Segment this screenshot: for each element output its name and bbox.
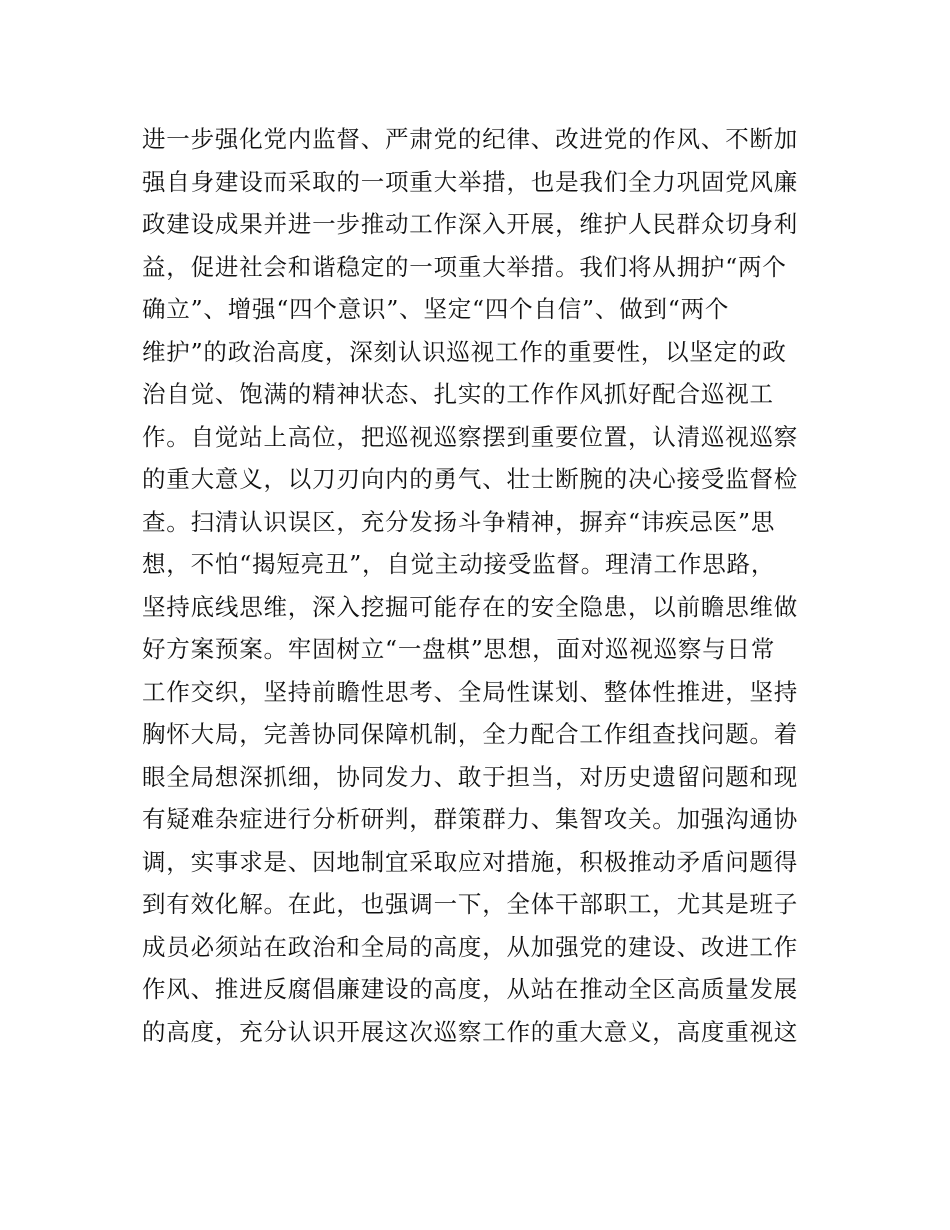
text-line: 的高度，充分认识开展这次巡察工作的重大意义，高度重视这 (142, 1017, 799, 1046)
text-line: 益，促进社会和谐稳定的一项重大举措。我们将从拥护“两个 (142, 252, 787, 281)
text-line: 政建设成果并进一步推动工作深入开展，维护人民群众切身利 (142, 210, 799, 238)
text-line: 坚持底线思维，深入挖掘可能存在的安全隐患，以前瞻思维做 (142, 592, 799, 621)
text-line: 进一步强化党内监督、严肃党的纪律、改进党的作风、不断加 (142, 125, 799, 153)
text-line: 查。扫清认识误区，充分发扬斗争精神，摒弃“讳疾忌医”思 (142, 507, 776, 536)
text-line: 的重大意义，以刀刃向内的勇气、壮士断腕的决心接受监督检 (142, 465, 799, 493)
body-paragraph (142, 118, 814, 1053)
text-line: 维护”的政治高度，深刻认识巡视工作的重要性，以坚定的政 (142, 337, 787, 366)
text-line: 工作交织，坚持前瞻性思考、全局性谋划、整体性推进，坚持 (142, 677, 799, 706)
text-line: 到有效化解。在此，也强调一下，全体干部职工，尤其是班子 (142, 890, 799, 918)
text-line: 调，实事求是、因地制宜采取应对措施，积极推动矛盾问题得 (142, 847, 799, 876)
text-line: 想，不怕“揭短亮丑”，自觉主动接受监督。理清工作思路， (142, 550, 776, 578)
text-line: 作。自觉站上高位，把巡视巡察摆到重要位置，认清巡视巡察 (142, 422, 799, 451)
text-line: 有疑难杂症进行分析研判，群策群力、集智攻关。加强沟通协 (142, 805, 799, 833)
text-line: 强自身建设而采取的一项重大举措，也是我们全力巩固党风廉 (142, 167, 799, 196)
text-line: 眼全局想深抓细，协同发力、敢于担当，对历史遗留问题和现 (142, 762, 799, 791)
text-line: 成员必须站在政治和全局的高度，从加强党的建设、改进工作 (142, 932, 799, 961)
text-line: 作风、推进反腐倡廉建设的高度，从站在推动全区高质量发展 (142, 975, 799, 1003)
text-line: 好方案预案。牢固树立“一盘棋”思想，面对巡视巡察与日常 (142, 635, 776, 663)
text-line: 胸怀大局，完善协同保障机制，全力配合工作组查找问题。着 (142, 720, 799, 748)
text-line: 治自觉、饱满的精神状态、扎实的工作作风抓好配合巡视工 (142, 380, 774, 408)
text-line: 确立”、增强“四个意识”、坚定“四个自信”、做到“两个 (142, 295, 730, 323)
